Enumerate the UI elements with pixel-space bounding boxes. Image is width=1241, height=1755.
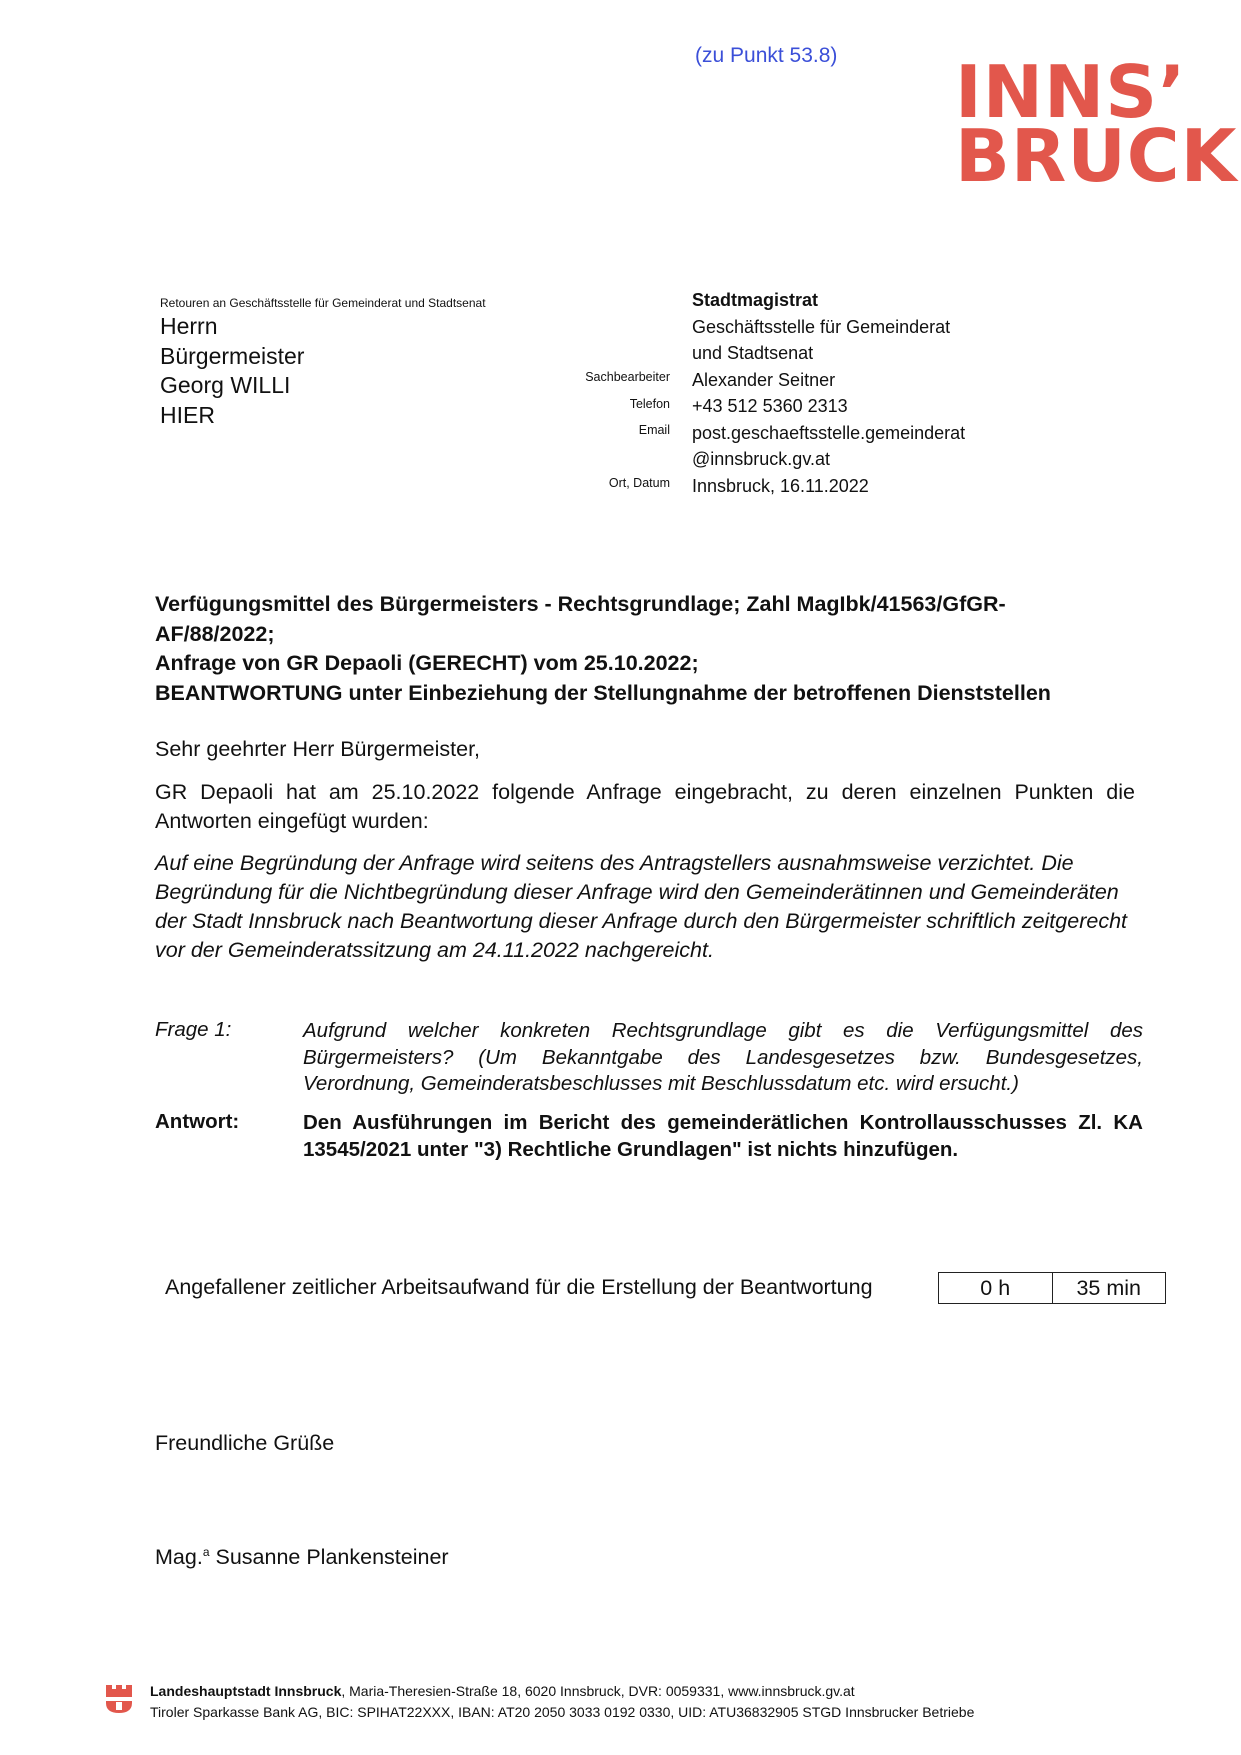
recipient-line: Georg WILLI [160,372,291,398]
subject-block [155,590,1095,708]
sender-block [692,287,965,499]
answer-label: Antwort: [155,1110,240,1133]
signature-name: Susanne Plankensteiner [215,1545,449,1570]
recipient-line: Herrn [160,313,218,339]
sender-dept-2: und Stadtsenat [692,343,814,363]
effort-minutes: 35 min [1076,1276,1142,1300]
sender-org: Stadtmagistrat [692,290,819,310]
footer-address: , Maria-Theresien-Straße 18, 6020 Innsbruck, DVR: 0059331, www.innsbruck.gv.at [341,1683,855,1699]
label-email: Email [638,423,670,437]
signature [155,1545,449,1570]
subject-line: BEANTWORTUNG unter Einbeziehung der Stellungnahme der betroffenen Dienststellen [155,680,1051,705]
question-text: Aufgrund welcher konkreten Rechtsgrundlage gibt es die Verfügungsmittel des Bürgermeisters? (Um Bekanntgabe des Landesgesetzes bzw. Bundesgesetzes, Verordnung, Gemeinderatsbeschlusses mit Beschlussdatum etc. wird ersucht.) [303,1019,1143,1095]
sender-place-date: Innsbruck, 16.11.2022 [692,475,869,496]
reference-note: (zu Punkt 53.8) [695,44,838,67]
sender-dept-1: Geschäftsstelle für Gemeinderat [692,316,951,337]
salutation: Sehr geehrter Herr Bürgermeister, [155,737,481,761]
question-label: Frage 1: [155,1018,232,1041]
return-note: Retouren an Geschäftsstelle für Gemeinderat und Stadtsenat [160,296,486,310]
closing-greeting: Freundliche Grüße [155,1431,335,1455]
city-coat-icon [104,1683,134,1715]
signature-title: Mag. [155,1545,203,1570]
footer-line-1 [150,1681,974,1702]
effort-table [938,1272,1166,1304]
answer-text: Den Ausführungen im Bericht des gemeinderätlichen Kontrollausschusses Zl. KA 13545/2021 unter "3) Rechtliche Grundlagen" ist nichts hinzufügen. [303,1111,1143,1161]
subject-line: Verfügungsmittel des Bürgermeisters - Rechtsgrundlage; Zahl MagIbk/41563/GfGR- [155,592,1006,616]
subject-line: AF/88/2022; [155,621,275,646]
intro-paragraph: GR Depaoli hat am 25.10.2022 folgende Anfrage eingebracht, zu deren einzelnen Punkten die Antworten eingefügt wurden: [155,780,1135,833]
recipient-line: Bürgermeister [160,342,305,369]
label-clerk: Sachbearbeiter [585,370,670,384]
effort-label: Angefallener zeitlicher Arbeitsaufwand für die Erstellung der Beantwortung [165,1275,873,1299]
sender-email-1: post.geschaeftsstelle.gemeinderat [692,422,966,443]
justification-paragraph: Auf eine Begründung der Anfrage wird seitens des Antragstellers ausnahmsweise verzichtet. Die Begründung für die Nichtbegründung dieser Anfrage wird den Gemeinderätinnen und Gemeinderäten der Stadt Innsbruck nach Beantwortung dieser Anfrage durch den Bürgermeister schriftlich zeitgerecht vor der Gemeinderatssitzung am 24.11.2022 nachgereicht. [155,851,1127,962]
footer [150,1681,974,1723]
subject-line: Anfrage von GR Depaoli (GERECHT) vom 25.10.2022; [155,651,699,675]
recipient-address [160,312,304,430]
effort-hours: 0 h [939,1273,1053,1303]
footer-line-2: Tiroler Sparkasse Bank AG, BIC: SPIHAT22XXX, IBAN: AT20 2050 3033 0192 0330, UID: ATU36832905 STGD Innsbrucker Betriebe [150,1704,975,1720]
innsbruck-logo [955,50,1238,198]
signature-title-sup: a [202,1545,210,1559]
footer-org: Landeshauptstadt Innsbruck [150,1683,342,1699]
logo-line-2: BRUCK [955,114,1238,198]
sender-clerk: Alexander Seitner [692,369,836,390]
sender-phone: +43 512 5360 2313 [692,396,848,416]
label-place-date: Ort, Datum [608,476,670,490]
label-phone: Telefon [629,397,670,411]
recipient-line: HIER [160,401,215,428]
logo-line-1: INNS’ [955,50,1187,134]
sender-email-2: @innsbruck.gv.at [692,449,830,469]
